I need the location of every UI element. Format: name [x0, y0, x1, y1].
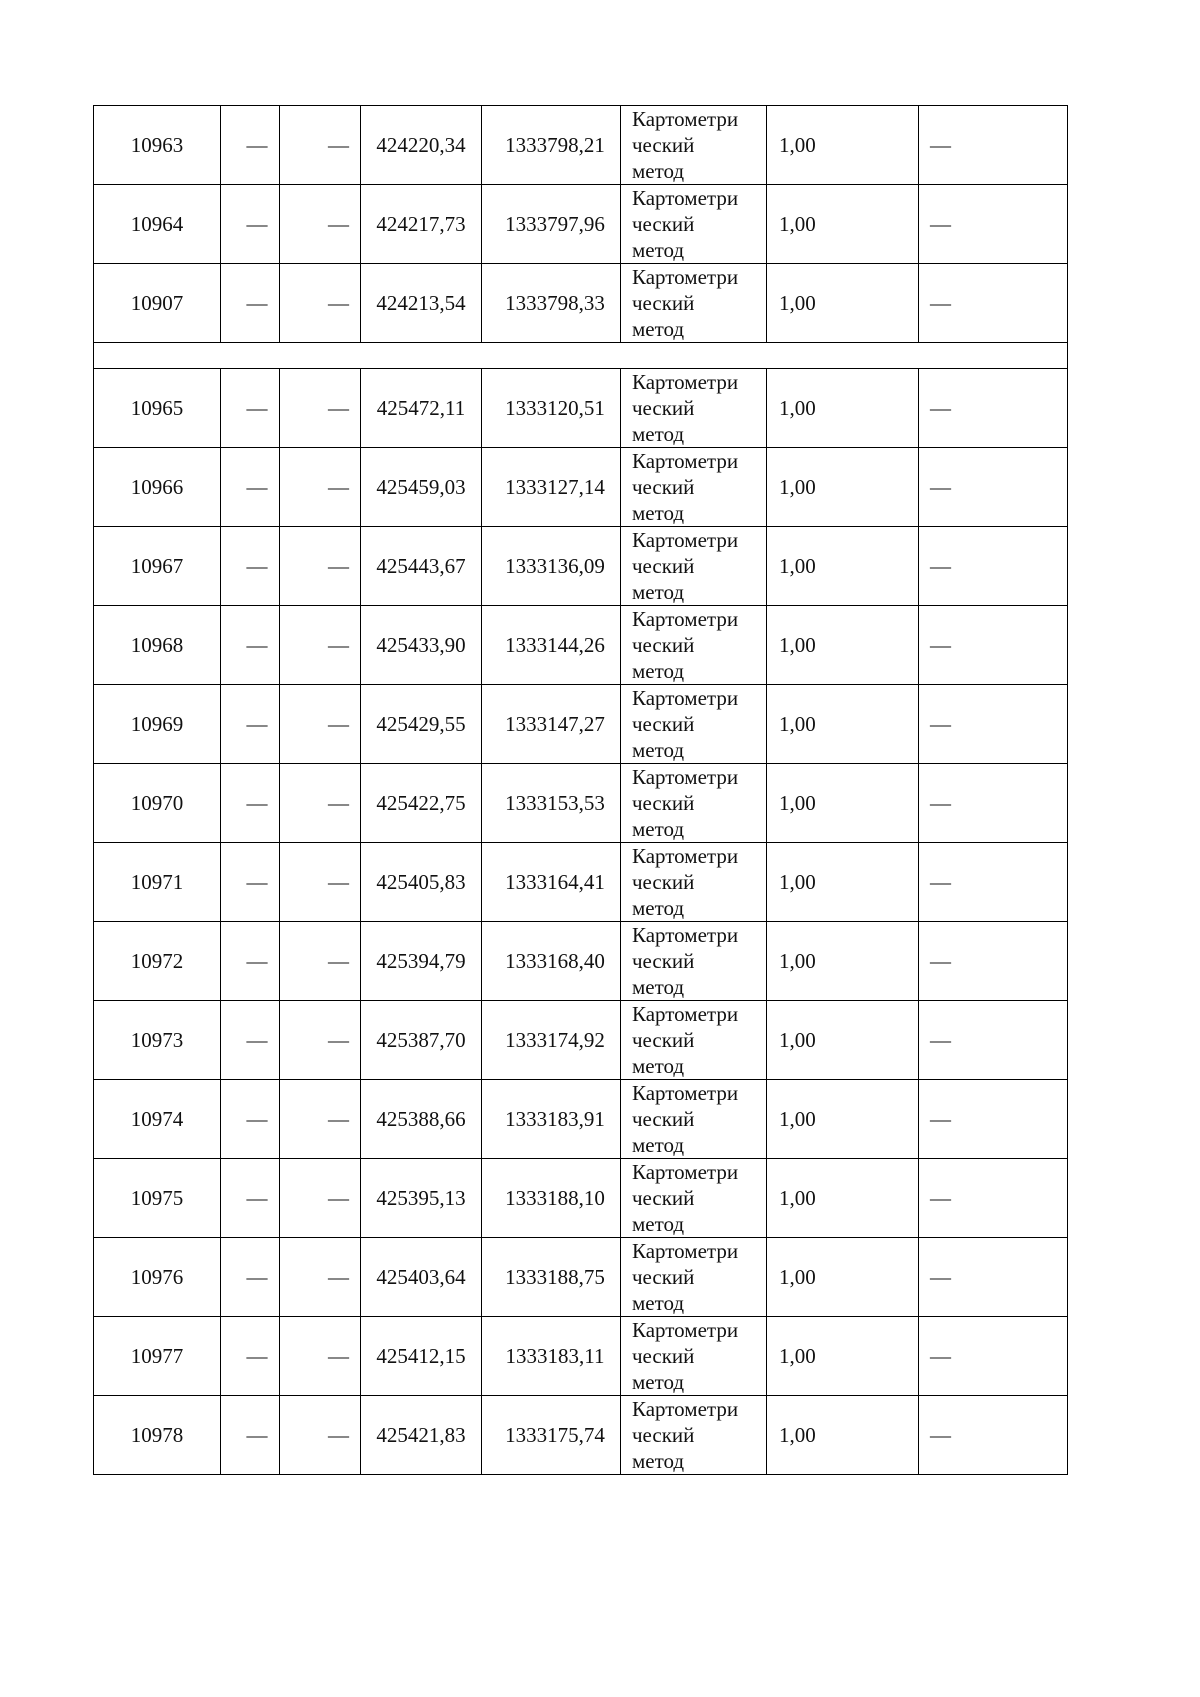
- accuracy-cell: 1,00: [767, 922, 919, 1001]
- coordinates-table: [93, 105, 1068, 1475]
- coordinate-2-cell: 1333144,26: [482, 606, 621, 685]
- method-text-line: метод: [632, 659, 685, 683]
- empty-value-cell: —: [221, 1317, 280, 1396]
- accuracy-cell: 1,00: [767, 448, 919, 527]
- empty-value-cell: —: [919, 264, 1068, 343]
- empty-value-cell: —: [280, 922, 361, 1001]
- method-text-line: Картометри: [632, 1318, 739, 1342]
- accuracy-cell: 1,00: [767, 264, 919, 343]
- method-text-line: метод: [632, 580, 685, 604]
- empty-value-cell: —: [221, 685, 280, 764]
- method-cell: [621, 527, 767, 606]
- point-number-cell: 10965: [94, 369, 221, 448]
- method-text-line: метод: [632, 896, 685, 920]
- empty-value-cell: —: [919, 1396, 1068, 1475]
- method-text-line: Картометри: [632, 923, 739, 947]
- point-number-cell: 10963: [94, 106, 221, 185]
- empty-value-cell: —: [280, 1159, 361, 1238]
- table-row: [94, 106, 1068, 185]
- method-text-line: метод: [632, 1054, 685, 1078]
- coordinate-1-cell: 424217,73: [361, 185, 482, 264]
- coordinates-table-body: [94, 106, 1068, 1475]
- method-cell: [621, 1396, 767, 1475]
- empty-value-cell: —: [221, 369, 280, 448]
- empty-value-cell: —: [919, 764, 1068, 843]
- method-text-line: Картометри: [632, 1002, 739, 1026]
- empty-value-cell: —: [221, 1159, 280, 1238]
- method-text-line: ческий: [632, 1423, 695, 1447]
- table-row: [94, 185, 1068, 264]
- point-number-cell: 10971: [94, 843, 221, 922]
- accuracy-cell: 1,00: [767, 1317, 919, 1396]
- method-text-line: Картометри: [632, 686, 739, 710]
- coordinate-2-cell: 1333153,53: [482, 764, 621, 843]
- accuracy-cell: 1,00: [767, 1001, 919, 1080]
- method-text-line: ческий: [632, 1107, 695, 1131]
- method-text-line: метод: [632, 817, 685, 841]
- point-number-cell: 10969: [94, 685, 221, 764]
- method-text-line: Картометри: [632, 265, 739, 289]
- point-number-cell: 10973: [94, 1001, 221, 1080]
- coordinate-2-cell: 1333120,51: [482, 369, 621, 448]
- coordinate-1-cell: 425429,55: [361, 685, 482, 764]
- method-text-line: ческий: [632, 1344, 695, 1368]
- method-text-line: метод: [632, 1291, 685, 1315]
- coordinate-2-cell: 1333797,96: [482, 185, 621, 264]
- coordinate-2-cell: 1333183,11: [482, 1317, 621, 1396]
- method-cell: [621, 185, 767, 264]
- coordinate-1-cell: 425395,13: [361, 1159, 482, 1238]
- method-cell: [621, 1001, 767, 1080]
- empty-value-cell: —: [919, 843, 1068, 922]
- empty-value-cell: —: [280, 106, 361, 185]
- empty-value-cell: —: [280, 527, 361, 606]
- method-text-line: метод: [632, 1449, 685, 1473]
- coordinate-2-cell: 1333164,41: [482, 843, 621, 922]
- empty-value-cell: —: [919, 106, 1068, 185]
- method-text-line: ческий: [632, 212, 695, 236]
- coordinate-2-cell: 1333174,92: [482, 1001, 621, 1080]
- method-text-line: Картометри: [632, 1397, 739, 1421]
- method-cell: [621, 922, 767, 1001]
- empty-value-cell: —: [221, 843, 280, 922]
- method-text-line: ческий: [632, 633, 695, 657]
- point-number-cell: 10978: [94, 1396, 221, 1475]
- empty-value-cell: —: [280, 1396, 361, 1475]
- coordinate-2-cell: 1333798,21: [482, 106, 621, 185]
- coordinate-1-cell: 425405,83: [361, 843, 482, 922]
- empty-value-cell: —: [280, 764, 361, 843]
- accuracy-cell: 1,00: [767, 369, 919, 448]
- coordinate-1-cell: 425388,66: [361, 1080, 482, 1159]
- coordinate-2-cell: 1333188,10: [482, 1159, 621, 1238]
- empty-value-cell: —: [221, 185, 280, 264]
- empty-value-cell: —: [221, 1080, 280, 1159]
- coordinate-1-cell: 425433,90: [361, 606, 482, 685]
- method-text-line: ческий: [632, 1265, 695, 1289]
- empty-value-cell: —: [919, 1317, 1068, 1396]
- point-number-cell: 10976: [94, 1238, 221, 1317]
- empty-value-cell: —: [280, 685, 361, 764]
- accuracy-cell: 1,00: [767, 527, 919, 606]
- point-number-cell: 10975: [94, 1159, 221, 1238]
- table-separator-row: [94, 343, 1068, 369]
- method-text-line: Картометри: [632, 844, 739, 868]
- accuracy-cell: 1,00: [767, 1396, 919, 1475]
- method-text-line: Картометри: [632, 1160, 739, 1184]
- method-text-line: метод: [632, 159, 685, 183]
- empty-value-cell: —: [919, 1001, 1068, 1080]
- method-text-line: метод: [632, 738, 685, 762]
- empty-value-cell: —: [221, 1238, 280, 1317]
- method-text-line: ческий: [632, 1186, 695, 1210]
- coordinate-1-cell: 425459,03: [361, 448, 482, 527]
- method-cell: [621, 685, 767, 764]
- coordinate-2-cell: 1333147,27: [482, 685, 621, 764]
- point-number-cell: 10964: [94, 185, 221, 264]
- empty-value-cell: —: [919, 685, 1068, 764]
- table-row: [94, 1080, 1068, 1159]
- empty-value-cell: —: [280, 185, 361, 264]
- separator-cell: [94, 343, 1068, 369]
- method-cell: [621, 264, 767, 343]
- method-cell: [621, 843, 767, 922]
- coordinate-2-cell: 1333798,33: [482, 264, 621, 343]
- table-row: [94, 369, 1068, 448]
- point-number-cell: 10968: [94, 606, 221, 685]
- method-cell: [621, 448, 767, 527]
- method-cell: [621, 106, 767, 185]
- coordinate-1-cell: 425403,64: [361, 1238, 482, 1317]
- empty-value-cell: —: [280, 843, 361, 922]
- accuracy-cell: 1,00: [767, 843, 919, 922]
- empty-value-cell: —: [280, 1238, 361, 1317]
- accuracy-cell: 1,00: [767, 1159, 919, 1238]
- empty-value-cell: —: [280, 606, 361, 685]
- method-text-line: метод: [632, 1212, 685, 1236]
- table-row: [94, 685, 1068, 764]
- method-text-line: ческий: [632, 949, 695, 973]
- method-text-line: метод: [632, 238, 685, 262]
- point-number-cell: 10977: [94, 1317, 221, 1396]
- empty-value-cell: —: [221, 527, 280, 606]
- empty-value-cell: —: [919, 448, 1068, 527]
- coordinate-2-cell: 1333127,14: [482, 448, 621, 527]
- coordinate-2-cell: 1333175,74: [482, 1396, 621, 1475]
- coordinate-1-cell: 425394,79: [361, 922, 482, 1001]
- table-row: [94, 1001, 1068, 1080]
- table-row: [94, 764, 1068, 843]
- method-text-line: Картометри: [632, 528, 739, 552]
- method-text-line: ческий: [632, 133, 695, 157]
- empty-value-cell: —: [280, 1080, 361, 1159]
- method-text-line: метод: [632, 317, 685, 341]
- method-text-line: метод: [632, 975, 685, 999]
- method-text-line: Картометри: [632, 449, 739, 473]
- empty-value-cell: —: [919, 1080, 1068, 1159]
- method-text-line: ческий: [632, 870, 695, 894]
- method-text-line: Картометри: [632, 1239, 739, 1263]
- empty-value-cell: —: [280, 1317, 361, 1396]
- method-text-line: метод: [632, 422, 685, 446]
- empty-value-cell: —: [919, 1159, 1068, 1238]
- accuracy-cell: 1,00: [767, 606, 919, 685]
- empty-value-cell: —: [919, 1238, 1068, 1317]
- coordinate-2-cell: 1333183,91: [482, 1080, 621, 1159]
- coordinate-1-cell: 425421,83: [361, 1396, 482, 1475]
- table-row: [94, 264, 1068, 343]
- method-text-line: ческий: [632, 554, 695, 578]
- empty-value-cell: —: [221, 922, 280, 1001]
- point-number-cell: 10974: [94, 1080, 221, 1159]
- coordinate-2-cell: 1333168,40: [482, 922, 621, 1001]
- method-text-line: Картометри: [632, 107, 739, 131]
- accuracy-cell: 1,00: [767, 764, 919, 843]
- table-row: [94, 606, 1068, 685]
- table-row: [94, 922, 1068, 1001]
- empty-value-cell: —: [280, 448, 361, 527]
- method-text-line: Картометри: [632, 1081, 739, 1105]
- empty-value-cell: —: [919, 527, 1068, 606]
- empty-value-cell: —: [280, 264, 361, 343]
- point-number-cell: 10907: [94, 264, 221, 343]
- method-text-line: ческий: [632, 396, 695, 420]
- coordinate-1-cell: 425422,75: [361, 764, 482, 843]
- method-text-line: ческий: [632, 791, 695, 815]
- coordinate-2-cell: 1333188,75: [482, 1238, 621, 1317]
- method-text-line: ческий: [632, 712, 695, 736]
- empty-value-cell: —: [919, 185, 1068, 264]
- empty-value-cell: —: [919, 369, 1068, 448]
- method-text-line: Картометри: [632, 370, 739, 394]
- point-number-cell: 10966: [94, 448, 221, 527]
- coordinate-1-cell: 425412,15: [361, 1317, 482, 1396]
- empty-value-cell: —: [919, 922, 1068, 1001]
- empty-value-cell: —: [280, 1001, 361, 1080]
- method-cell: [621, 1238, 767, 1317]
- method-text-line: ческий: [632, 1028, 695, 1052]
- empty-value-cell: —: [919, 606, 1068, 685]
- method-cell: [621, 606, 767, 685]
- table-row: [94, 1396, 1068, 1475]
- coordinate-2-cell: 1333136,09: [482, 527, 621, 606]
- method-text-line: Картометри: [632, 186, 739, 210]
- coordinate-1-cell: 425472,11: [361, 369, 482, 448]
- method-cell: [621, 1317, 767, 1396]
- empty-value-cell: —: [221, 764, 280, 843]
- table-row: [94, 1238, 1068, 1317]
- coordinate-1-cell: 425443,67: [361, 527, 482, 606]
- method-text-line: метод: [632, 1133, 685, 1157]
- accuracy-cell: 1,00: [767, 185, 919, 264]
- method-cell: [621, 1080, 767, 1159]
- accuracy-cell: 1,00: [767, 685, 919, 764]
- table-row: [94, 527, 1068, 606]
- empty-value-cell: —: [221, 106, 280, 185]
- coordinate-1-cell: 424213,54: [361, 264, 482, 343]
- empty-value-cell: —: [280, 369, 361, 448]
- empty-value-cell: —: [221, 1001, 280, 1080]
- table-row: [94, 448, 1068, 527]
- coordinate-1-cell: 425387,70: [361, 1001, 482, 1080]
- coordinate-1-cell: 424220,34: [361, 106, 482, 185]
- method-text-line: метод: [632, 501, 685, 525]
- method-cell: [621, 369, 767, 448]
- method-text-line: Картометри: [632, 765, 739, 789]
- method-text-line: метод: [632, 1370, 685, 1394]
- table-row: [94, 1317, 1068, 1396]
- empty-value-cell: —: [221, 264, 280, 343]
- table-row: [94, 1159, 1068, 1238]
- method-text-line: ческий: [632, 475, 695, 499]
- method-cell: [621, 764, 767, 843]
- point-number-cell: 10967: [94, 527, 221, 606]
- empty-value-cell: —: [221, 1396, 280, 1475]
- accuracy-cell: 1,00: [767, 1238, 919, 1317]
- method-text-line: ческий: [632, 291, 695, 315]
- table-row: [94, 843, 1068, 922]
- empty-value-cell: —: [221, 448, 280, 527]
- method-cell: [621, 1159, 767, 1238]
- point-number-cell: 10970: [94, 764, 221, 843]
- accuracy-cell: 1,00: [767, 1080, 919, 1159]
- accuracy-cell: 1,00: [767, 106, 919, 185]
- method-text-line: Картометри: [632, 607, 739, 631]
- empty-value-cell: —: [221, 606, 280, 685]
- point-number-cell: 10972: [94, 922, 221, 1001]
